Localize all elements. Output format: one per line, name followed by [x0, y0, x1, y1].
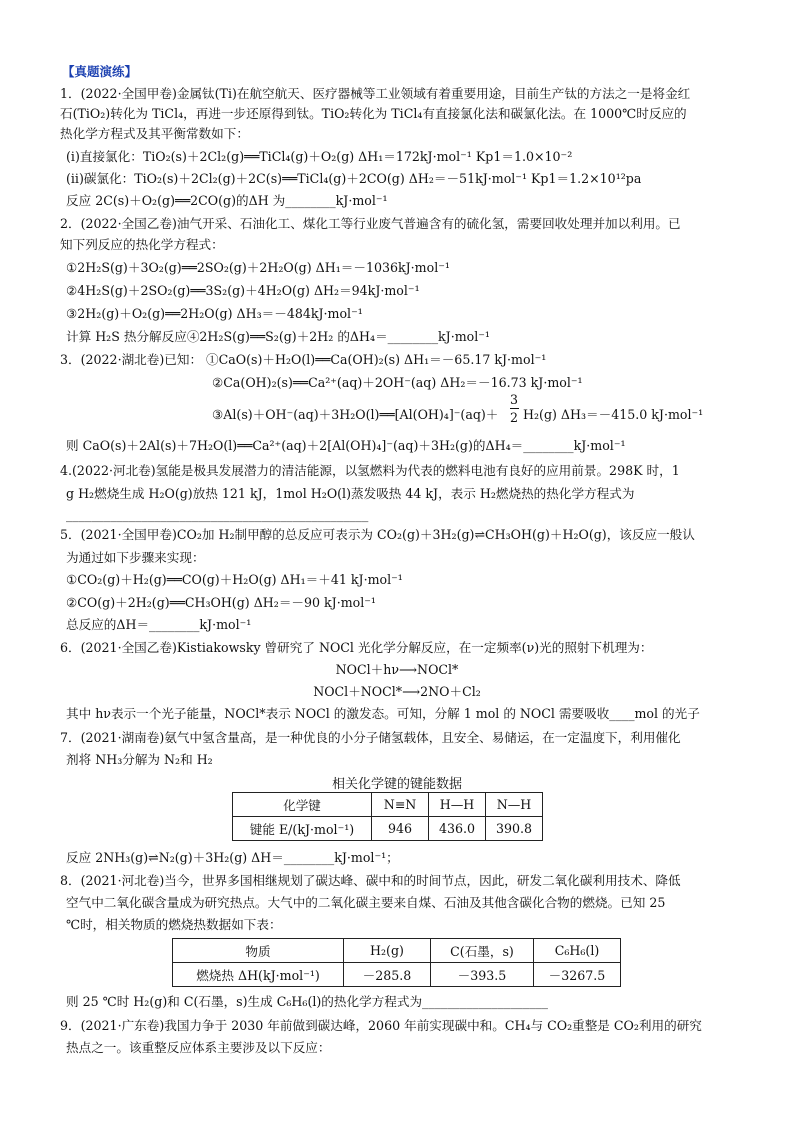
- table-cell: 键能 E/(kJ·mol⁻¹): [233, 817, 372, 841]
- q4-answer-blank: ________________________________________________: [66, 507, 369, 522]
- q1-eq-2: (ⅱ)碳氯化：TiO₂(s)＋2Cl₂(g)＋2C(s)══TiCl₄(g)＋2CO(g) ΔH₂＝－51kJ·mol⁻¹ Kp1＝1.2×10¹²pa: [66, 171, 642, 186]
- table-cell: 化学键: [233, 793, 372, 817]
- bond-energy-table: [232, 792, 543, 841]
- q6-mechanism-1: NOCl＋hν⟶NOCl*: [335, 662, 459, 677]
- q6-line-1: 6．(2021·全国乙卷)Kistiakowsky 曾研究了 NOCl 光化学分解反应，在一定频率(ν)光的照射下机理为：: [60, 640, 653, 655]
- q7-line-2: 剂将 NH₃分解为 N₂和 H₂: [66, 752, 213, 767]
- table-cell: H—H: [429, 793, 486, 817]
- q5-line-2: 为通过如下步骤来实现：: [66, 550, 205, 565]
- table-cell: 436.0: [429, 817, 486, 841]
- table-cell: －285.8: [344, 963, 431, 987]
- q3-question: 则 CaO(s)＋2Al(s)＋7H₂O(l)══Ca²⁺(aq)＋2[Al(OH)₄]⁻(aq)＋3H₂(g)的ΔH₄＝________kJ·mol⁻¹: [66, 438, 626, 453]
- table-cell: 燃烧热 ΔH(kJ·mol⁻¹): [173, 963, 344, 987]
- q3-frac-denominator: 2: [509, 410, 518, 425]
- q7-line-1: 7．(2021·湖南卷)氨气中氢含量高，是一种优良的小分子储氢载体，且安全、易储运，在一定温度下，利用催化: [60, 730, 681, 745]
- q2-eq-2: ②4H₂S(g)＋2SO₂(g)══3S₂(g)＋4H₂O(g) ΔH₂＝94kJ·mol⁻¹: [66, 283, 420, 298]
- table-cell: －3267.5: [534, 963, 621, 987]
- table-cell: －393.5: [431, 963, 534, 987]
- table-cell: C₆H₆(l): [534, 939, 621, 963]
- q6-mechanism-2: NOCl＋NOCl*⟶2NO＋Cl₂: [313, 684, 481, 699]
- q2-question: 计算 H₂S 热分解反应④2H₂S(g)══S₂(g)＋2H₂ 的ΔH₄＝________kJ·mol⁻¹: [66, 329, 490, 344]
- table-row: [173, 963, 621, 987]
- q6-question: 其中 hν表示一个光子能量，NOCl*表示 NOCl 的激发态。可知，分解 1 mol 的 NOCl 需要吸收____mol 的光子: [66, 706, 700, 721]
- q1-line-1: 1．(2022·全国甲卷)金属钛(Ti)在航空航天、医疗器械等工业领域有着重要用途，目前生产钛的方法之一是将金红: [60, 86, 691, 101]
- q1-eq-1: (ⅰ)直接氯化：TiO₂(s)＋2Cl₂(g)══TiCl₄(g)＋O₂(g) ΔH₁＝172kJ·mol⁻¹ Kp1＝1.0×10⁻²: [66, 149, 573, 164]
- q3-eq-3a: ③Al(s)＋OH⁻(aq)＋3H₂O(l)══[Al(OH)₄]⁻(aq)＋: [212, 407, 499, 422]
- table-cell: 物质: [173, 939, 344, 963]
- q9-line-1: 9．(2021·广东卷)我国力争于 2030 年前做到碳达峰，2060 年前实现碳中和。CH₄与 CO₂重整是 CO₂利用的研究: [60, 1018, 702, 1033]
- table-cell: 946: [372, 817, 429, 841]
- table-row: [233, 793, 543, 817]
- q4-line-2: g H₂燃烧生成 H₂O(g)放热 121 kJ，1mol H₂O(l)蒸发吸热 44 kJ，表示 H₂燃烧热的热化学方程式为: [66, 486, 635, 501]
- q3-eq-2: ②Ca(OH)₂(s)══Ca²⁺(aq)＋2OH⁻(aq) ΔH₂＝－16.73 kJ·mol⁻¹: [212, 375, 583, 390]
- q5-question: 总反应的ΔH＝________kJ·mol⁻¹: [66, 617, 252, 632]
- q5-line-1: 5．(2021·全国甲卷)CO₂加 H₂制甲醇的总反应可表示为 CO₂(g)＋3H₂(g)⇌CH₃OH(g)＋H₂O(g)，该反应一般认: [60, 527, 695, 542]
- q4-line-1: 4.(2022·河北卷)氢能是极具发展潜力的清洁能源，以氢燃料为代表的燃料电池有良好的应用前景。298K 时，1: [60, 463, 680, 478]
- table-row: [233, 817, 543, 841]
- table-cell: C(石墨，s): [431, 939, 534, 963]
- q3-frac-numerator: 3: [509, 392, 518, 407]
- section-title: 【真题演练】: [62, 64, 138, 79]
- q5-eq-1: ①CO₂(g)＋H₂(g)══CO(g)＋H₂O(g) ΔH₁＝＋41 kJ·mol⁻¹: [66, 572, 403, 587]
- q2-eq-3: ③2H₂(g)＋O₂(g)══2H₂O(g) ΔH₃＝－484kJ·mol⁻¹: [66, 306, 363, 321]
- q8-line-2: 空气中二氧化碳含量成为研究热点。大气中的二氧化碳主要来自煤、石油及其他含碳化合物的燃烧。已知 25: [66, 895, 666, 910]
- q5-eq-2: ②CO(g)＋2H₂(g)══CH₃OH(g) ΔH₂＝－90 kJ·mol⁻¹: [66, 595, 376, 610]
- combustion-heat-table: [172, 938, 621, 987]
- q1-line-2: 石(TiO₂)转化为 TiCl₄，再进一步还原得到钛。TiO₂转化为 TiCl₄有直接氯化法和碳氯化法。在 1000℃时反应的: [60, 106, 687, 121]
- q8-line-1: 8．(2021·河北卷)当今，世界多国相继规划了碳达峰、碳中和的时间节点，因此，研发二氧化碳利用技术、降低: [60, 873, 681, 888]
- q3-fraction-bar: [510, 408, 519, 409]
- q2-eq-1: ①2H₂S(g)＋3O₂(g)══2SO₂(g)＋2H₂O(g) ΔH₁＝－1036kJ·mol⁻¹: [66, 260, 450, 275]
- table-cell: N≡N: [372, 793, 429, 817]
- q1-question: 反应 2C(s)＋O₂(g)══2CO(g)的ΔH 为________kJ·mol⁻¹: [66, 193, 388, 208]
- q1-line-3: 热化学方程式及其平衡常数如下：: [60, 126, 249, 141]
- q9-line-2: 热点之一。该重整反应体系主要涉及以下反应：: [66, 1040, 331, 1055]
- q3-eq-1: 3．(2022·湖北卷)已知： ①CaO(s)＋H₂O(l)══Ca(OH)₂(s) ΔH₁＝－65.17 kJ·mol⁻¹: [60, 352, 547, 367]
- table-cell: H₂(g): [344, 939, 431, 963]
- q2-line-1: 2．(2022·全国乙卷)油气开采、石油化工、煤化工等行业废气普遍含有的硫化氢，需要回收处理并加以利用。已: [60, 216, 681, 231]
- q8-question: 则 25 ℃时 H₂(g)和 C(石墨，s)生成 C₆H₆(l)的热化学方程式为____________________: [66, 994, 548, 1009]
- table-cell: 390.8: [486, 817, 543, 841]
- q2-line-2: 知下列反应的热化学方程式：: [60, 237, 224, 252]
- q8-line-3: ℃时，相关物质的燃烧热数据如下表：: [66, 917, 282, 932]
- table-row: [173, 939, 621, 963]
- q7-question: 反应 2NH₃(g)⇌N₂(g)＋3H₂(g) ΔH＝________kJ·mol⁻¹；: [66, 850, 399, 865]
- table-cell: N—H: [486, 793, 543, 817]
- q3-eq-3b: H₂(g) ΔH₃＝－415.0 kJ·mol⁻¹: [523, 407, 704, 422]
- table1-caption: 相关化学键的键能数据: [331, 777, 462, 792]
